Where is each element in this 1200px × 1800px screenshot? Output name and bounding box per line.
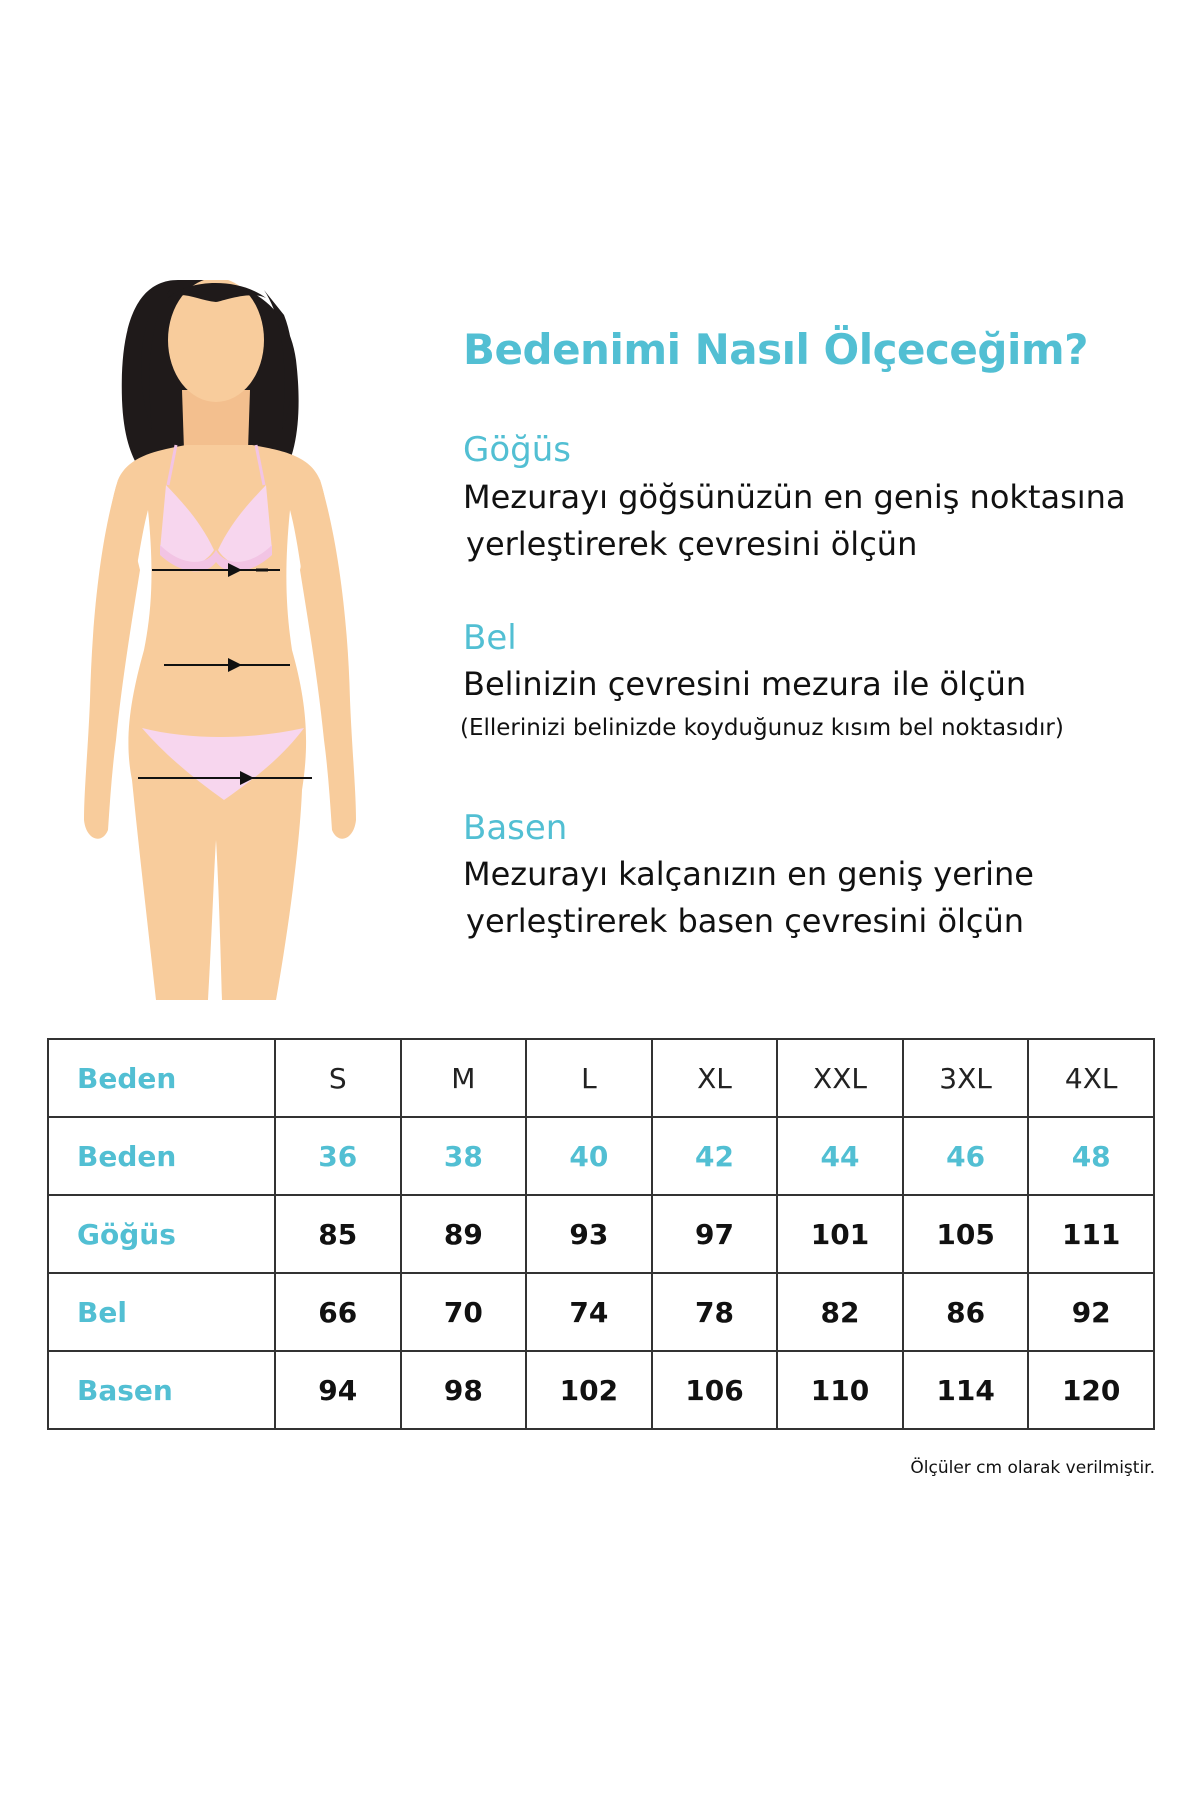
hip-value-cell: 110 <box>777 1351 903 1429</box>
size-cell: S <box>275 1039 401 1117</box>
waist-value-cell: 78 <box>652 1273 778 1351</box>
table-row-hip <box>48 1351 1154 1429</box>
waist-value-cell: 74 <box>526 1273 652 1351</box>
section-text-waist-line1: Belinizin çevresini mezura ile ölçün <box>463 665 1027 703</box>
bust-value-cell: 105 <box>903 1195 1029 1273</box>
eu-size-cell: 36 <box>275 1117 401 1195</box>
eu-size-cell: 44 <box>777 1117 903 1195</box>
section-heading-waist: Bel <box>463 618 517 658</box>
table-row-waist <box>48 1273 1154 1351</box>
section-heading-bust: Göğüs <box>463 430 571 470</box>
row-label-sizes: Beden <box>48 1039 275 1117</box>
section-text-hip-line1: Mezurayı kalçanızın en geniş yerine <box>463 855 1034 893</box>
waist-value-cell: 82 <box>777 1273 903 1351</box>
table-row-sizes <box>48 1039 1154 1117</box>
bust-value-cell: 111 <box>1028 1195 1154 1273</box>
waist-value-cell: 70 <box>401 1273 527 1351</box>
size-cell: XL <box>652 1039 778 1117</box>
row-label-bust: Göğüs <box>48 1195 275 1273</box>
row-label-hip: Basen <box>48 1351 275 1429</box>
row-label-waist: Bel <box>48 1273 275 1351</box>
page-title: Bedenimi Nasıl Ölçeceğim? <box>463 325 1088 374</box>
waist-value-cell: 86 <box>903 1273 1029 1351</box>
hip-value-cell: 114 <box>903 1351 1029 1429</box>
female-figure-illustration <box>80 280 410 1000</box>
eu-size-cell: 40 <box>526 1117 652 1195</box>
bust-value-cell: 97 <box>652 1195 778 1273</box>
size-cell: 3XL <box>903 1039 1029 1117</box>
bust-value-cell: 89 <box>401 1195 527 1273</box>
size-cell: 4XL <box>1028 1039 1154 1117</box>
bust-value-cell: 85 <box>275 1195 401 1273</box>
hip-value-cell: 102 <box>526 1351 652 1429</box>
bust-value-cell: 101 <box>777 1195 903 1273</box>
hip-value-cell: 120 <box>1028 1351 1154 1429</box>
section-text-bust-line1: Mezurayı göğsünüzün en geniş noktasına <box>463 478 1126 516</box>
table-row-bust <box>48 1195 1154 1273</box>
bust-value-cell: 93 <box>526 1195 652 1273</box>
hip-value-cell: 94 <box>275 1351 401 1429</box>
size-cell: L <box>526 1039 652 1117</box>
table-row-eu-sizes <box>48 1117 1154 1195</box>
section-text-hip-line2: yerleştirerek basen çevresini ölçün <box>466 902 1025 940</box>
section-text-bust-line2: yerleştirerek çevresini ölçün <box>466 525 918 563</box>
units-footnote: Ölçüler cm olarak verilmiştir. <box>910 1458 1155 1478</box>
eu-size-cell: 42 <box>652 1117 778 1195</box>
row-label-eu-sizes: Beden <box>48 1117 275 1195</box>
eu-size-cell: 46 <box>903 1117 1029 1195</box>
section-heading-hip: Basen <box>463 808 568 848</box>
section-note-waist: (Ellerinizi belinizde koyduğunuz kısım bel noktasıdır) <box>460 715 1064 741</box>
size-cell: XXL <box>777 1039 903 1117</box>
waist-value-cell: 92 <box>1028 1273 1154 1351</box>
hip-value-cell: 98 <box>401 1351 527 1429</box>
size-cell: M <box>401 1039 527 1117</box>
waist-value-cell: 66 <box>275 1273 401 1351</box>
eu-size-cell: 48 <box>1028 1117 1154 1195</box>
size-chart-table <box>47 1038 1155 1430</box>
hip-value-cell: 106 <box>652 1351 778 1429</box>
eu-size-cell: 38 <box>401 1117 527 1195</box>
